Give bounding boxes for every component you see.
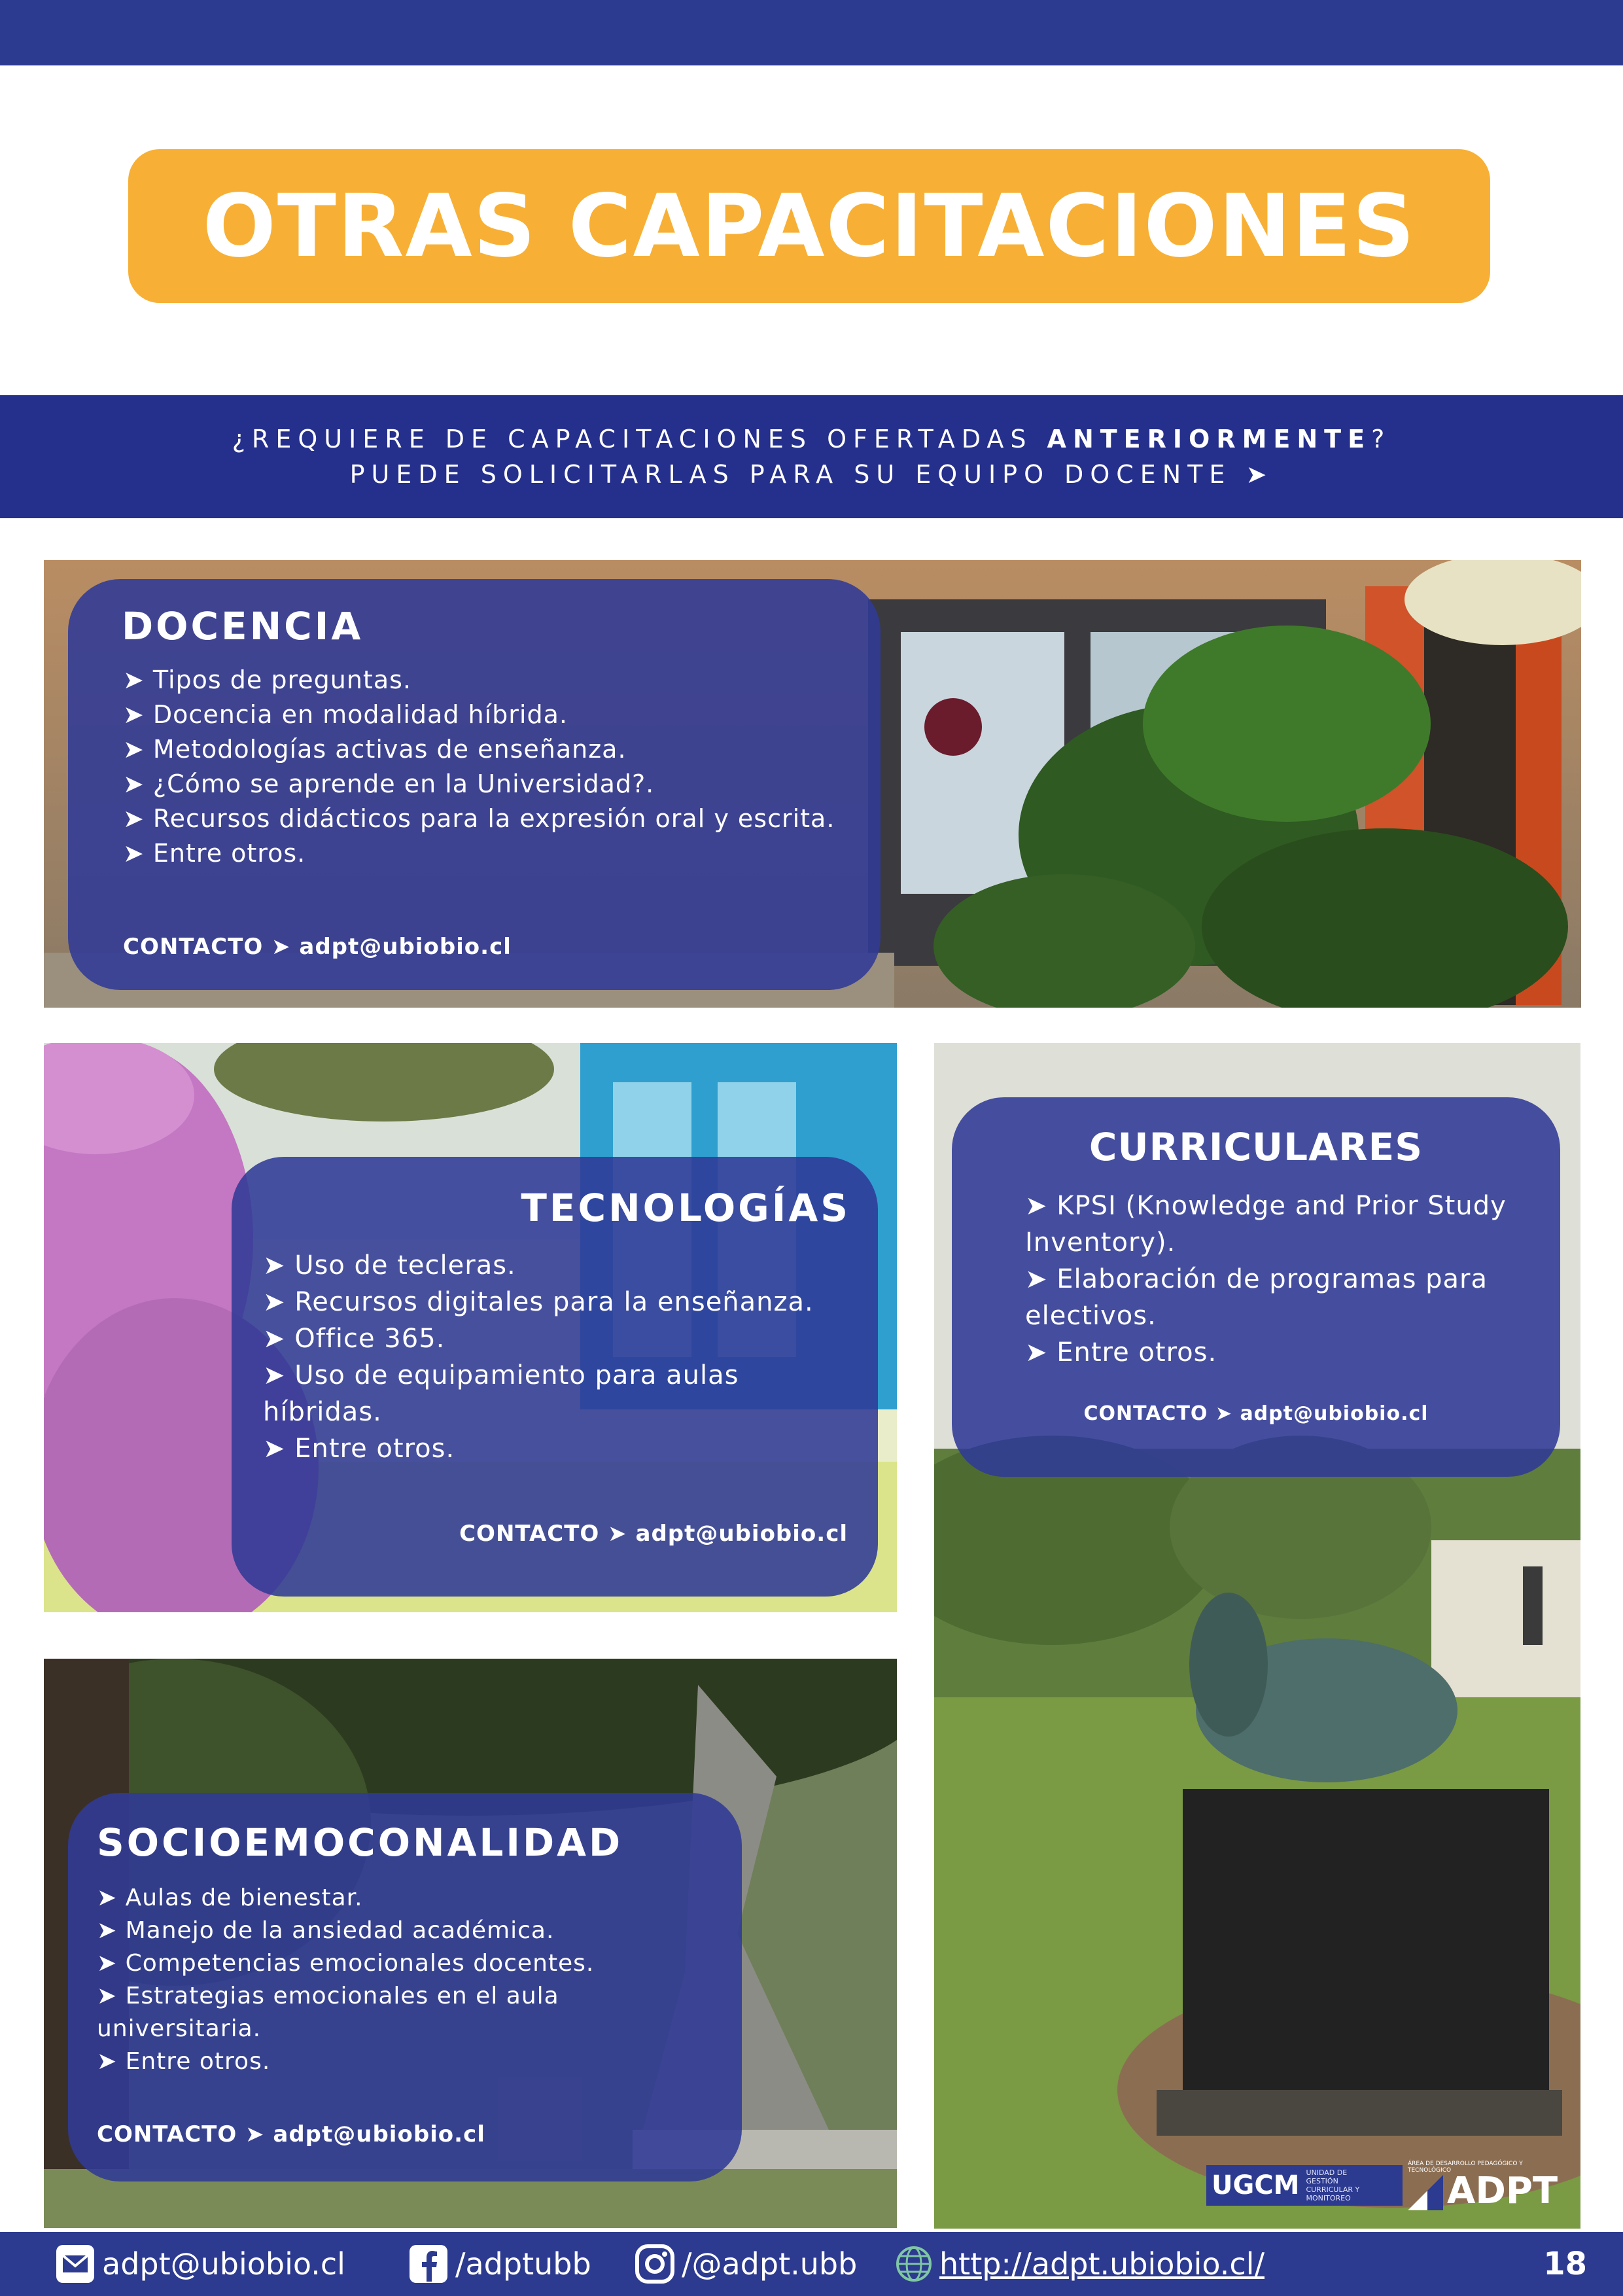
footer-instagram-text: /@adpt.ubb (682, 2246, 858, 2282)
list-item: ➤ Recursos didácticos para la expresión oral y escrita. (123, 804, 835, 833)
title-banner (128, 149, 1490, 303)
list-item: ➤ Competencias emocionales docentes. (97, 1950, 595, 1977)
facebook-icon (408, 2244, 449, 2284)
list-item: ➤ Estrategias emocionales en el aula universitaria. (97, 1983, 559, 2042)
list-item: ➤ Docencia en modalidad híbrida. (123, 700, 568, 729)
socioemocionalidad-contact[interactable]: CONTACTO ➤ adpt@ubiobio.cl (97, 2121, 485, 2147)
footer-facebook[interactable] (408, 2244, 591, 2284)
list-item: ➤ Tipos de preguntas. (123, 665, 411, 694)
globe-icon (895, 2245, 933, 2283)
list-item: ➤ Entre otros. (263, 1434, 455, 1464)
instagram-icon (635, 2244, 675, 2284)
notice-emphasis: ANTERIORMENTE (1047, 425, 1372, 453)
footer-website-link[interactable]: http://adpt.ubiobio.cl/ (939, 2246, 1265, 2282)
institution-logos (1206, 2161, 1565, 2210)
docencia-title: DOCENCIA (122, 604, 364, 648)
footer-email[interactable] (55, 2244, 345, 2284)
page-number: 18 (1543, 2246, 1587, 2282)
notice-line-1 (232, 421, 1391, 457)
list-item: ➤ Manejo de la ansiedad académica. (97, 1917, 555, 1944)
curriculares-title: CURRICULARES (1089, 1125, 1423, 1169)
ugcm-logo (1206, 2165, 1403, 2206)
list-item: ➤ Uso de equipamiento para aulas híbridas. (263, 1360, 739, 1427)
page-title: OTRAS CAPACITACIONES (202, 175, 1416, 277)
notice-question-mark: ? (1371, 425, 1391, 453)
docencia-contact[interactable]: CONTACTO ➤ adpt@ubiobio.cl (123, 934, 512, 960)
envelope-icon (55, 2244, 96, 2284)
curriculares-contact[interactable]: CONTACTO ➤ adpt@ubiobio.cl (1083, 1402, 1429, 1425)
docencia-list (123, 663, 869, 871)
socioemocionalidad-list (97, 1882, 725, 2078)
footer-instagram[interactable] (635, 2244, 857, 2284)
adpt-logo-subtitle: ÁREA DE DESARROLLO PEDAGÓGICO Y TECNOLÓGICO (1408, 2161, 1523, 2174)
notice-line-2: PUEDE SOLICITARLAS PARA SU EQUIPO DOCENTE ➤ (349, 460, 1274, 489)
ugcm-logo-subtitle: UNIDAD DE GESTIÓN CURRICULAR Y MONITOREO (1306, 2168, 1360, 2202)
list-item: ➤ Aulas de bienestar. (97, 1884, 363, 1911)
notice-line-1-text: ¿REQUIERE DE CAPACITACIONES OFERTADAS (232, 425, 1047, 453)
socioemocionalidad-card (68, 1793, 742, 2181)
tecnologias-contact[interactable]: CONTACTO ➤ adpt@ubiobio.cl (459, 1521, 848, 1547)
list-item: ➤ Elaboración de programas para electivos. (1025, 1264, 1488, 1331)
docencia-card (68, 579, 881, 990)
list-item: ➤ Metodologías activas de enseñanza. (123, 735, 627, 764)
list-item: ➤ KPSI (Knowledge and Prior Study Inventory). (1025, 1191, 1507, 1258)
list-item: ➤ ¿Cómo se aprende en la Universidad?. (123, 769, 655, 798)
curriculares-card (952, 1097, 1560, 1477)
footer-email-text: adpt@ubiobio.cl (102, 2246, 345, 2282)
footer (0, 2232, 1623, 2296)
adpt-logo-text: ADPT (1447, 2170, 1558, 2212)
list-item: ➤ Recursos digitales para la enseñanza. (263, 1287, 814, 1317)
tecnologias-card (232, 1157, 878, 1597)
adpt-logo (1408, 2161, 1558, 2210)
tecnologias-title: TECNOLOGÍAS (521, 1186, 850, 1230)
adpt-mark-icon (1408, 2175, 1443, 2210)
list-item: ➤ Uso de tecleras. (263, 1250, 516, 1280)
tecnologias-list (263, 1247, 852, 1467)
socioemocionalidad-title: SOCIOEMOCONALIDAD (97, 1820, 623, 1865)
notice-band (0, 395, 1623, 518)
list-item: ➤ Entre otros. (123, 839, 306, 868)
curriculares-list (1025, 1188, 1542, 1371)
list-item: ➤ Entre otros. (97, 2048, 271, 2075)
list-item: ➤ Office 365. (263, 1324, 445, 1354)
footer-website[interactable] (895, 2245, 1265, 2283)
list-item: ➤ Entre otros. (1025, 1337, 1217, 1368)
footer-facebook-text: /adptubb (455, 2246, 591, 2282)
top-bar (0, 0, 1623, 65)
ugcm-logo-text: UGCM (1212, 2170, 1300, 2200)
